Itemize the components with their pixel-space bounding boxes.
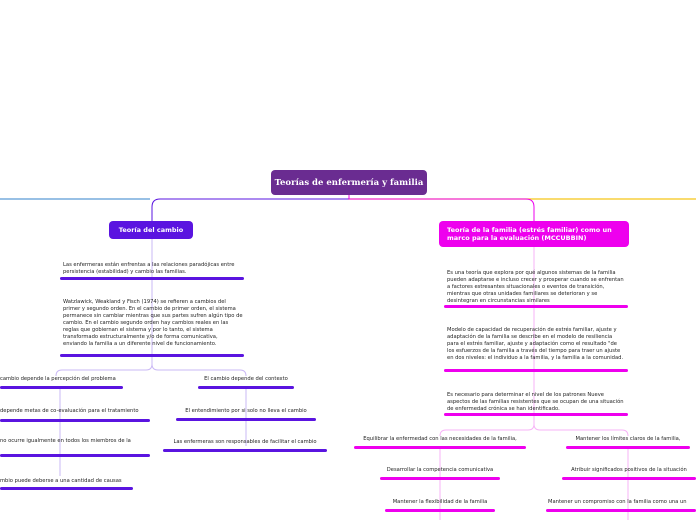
node-underline: [385, 509, 495, 512]
root-node[interactable]: [271, 170, 427, 195]
branch-title: Teoría del cambio: [118, 226, 184, 234]
left-item-a2: depende metas de co-evaluación para el tratamiento: [0, 408, 139, 414]
node-underline: [198, 386, 294, 389]
node-underline: [562, 477, 696, 480]
right-item-b2: Atribuir significados positivos de la situación: [571, 467, 687, 473]
right-item-b3: Mantener un compromiso con la familia como una un: [548, 499, 687, 505]
node-underline: [546, 509, 696, 512]
left-item-b3: Las enfermeras son responsables de facilitar el cambio: [173, 439, 317, 445]
branch-teoria-del-cambio[interactable]: [109, 221, 193, 239]
node-underline: [566, 446, 690, 449]
right-item-a3: Mantener la flexibilidad de la familia: [392, 499, 488, 505]
node-underline: [444, 305, 628, 308]
left-item-a1: cambio depende la percepción del problema: [0, 376, 116, 382]
branch-title: Teoría de la familia (estrés familiar) como un marco para la evaluación (MCCUBBIN): [447, 226, 612, 242]
node-underline: [354, 446, 526, 449]
node-underline: [0, 454, 150, 457]
left-item-a4: mbio puede deberse a una cantidad de causas: [0, 478, 122, 484]
node-underline: [380, 477, 500, 480]
node-underline: [163, 449, 327, 452]
node-underline: [444, 369, 628, 372]
node-underline: [60, 354, 244, 357]
root-title: Teorías de enfermería y familia: [274, 177, 424, 188]
right-text-2: Modelo de capacidad de recuperación de estrés familiar, ajuste y adaptación de la familia se describe en el modelo de resiliencia para el estrés familiar, ajuste y adaptación como el resultado "de los esfuerzos de la familia a través del tiempo para traer un ajuste en dos niveles: el individuo a la familia, y la familia a la comunidad.: [447, 327, 624, 361]
right-text-3: Es necesario para determinar el nivel de los patrones Nueve aspectos de las familias resistentes que se ocupan de una situación de enfermedad crónica se han identificado.: [447, 392, 624, 412]
branch-teoria-familia[interactable]: [439, 221, 629, 247]
left-item-b2: El entendimiento por si solo no lleva el cambio: [185, 408, 307, 414]
node-underline: [444, 413, 628, 416]
node-underline: [0, 386, 123, 389]
right-item-a2: Desarrollar la competencia comunicativa: [386, 467, 494, 473]
node-underline: [60, 277, 244, 280]
right-item-a1: Equilibrar la enfermedad con las necesidades de la familia,: [363, 436, 517, 442]
node-underline: [0, 419, 150, 422]
left-text-2: Watzlawick, Weakland y Fisch (1974) se refieren a cambios del primer y segundo orden. En el cambio de primer orden, el sistema permanece sin cambiar mientras que sus partes sufren algún tipo de cambio. En el cambio segundo orden hay cambios reales en las reglas que gobiernan el sistema y por lo tanto, el sistema transformado estructuralmente y/o de forma comunicativa, enviando la familia a un diferente nivel de funcionamiento.: [63, 299, 243, 347]
node-underline: [0, 487, 133, 490]
right-text-1: Es una teoría que explora por qué algunos sistemas de la familia pueden adaptarse e incluso crecer y prosperar cuando se enfrentan a factores estresantes situacionales o eventos de transición, mientras que otras unidades familiares se deterioran y se desintegran en circunstancias similares: [447, 270, 624, 304]
right-item-b1: Mantener los límites claros de la familia,: [575, 436, 681, 442]
left-item-b1: El cambio depende del contexto: [204, 376, 288, 382]
left-item-a3: no ocurre igualmente en todos los miembros de la: [0, 438, 131, 444]
node-underline: [176, 418, 316, 421]
left-text-1: Las enfermeras están enfrentas a las relaciones paradójicas entre persistencia (estabilidad) y cambio las familias.: [63, 262, 235, 275]
